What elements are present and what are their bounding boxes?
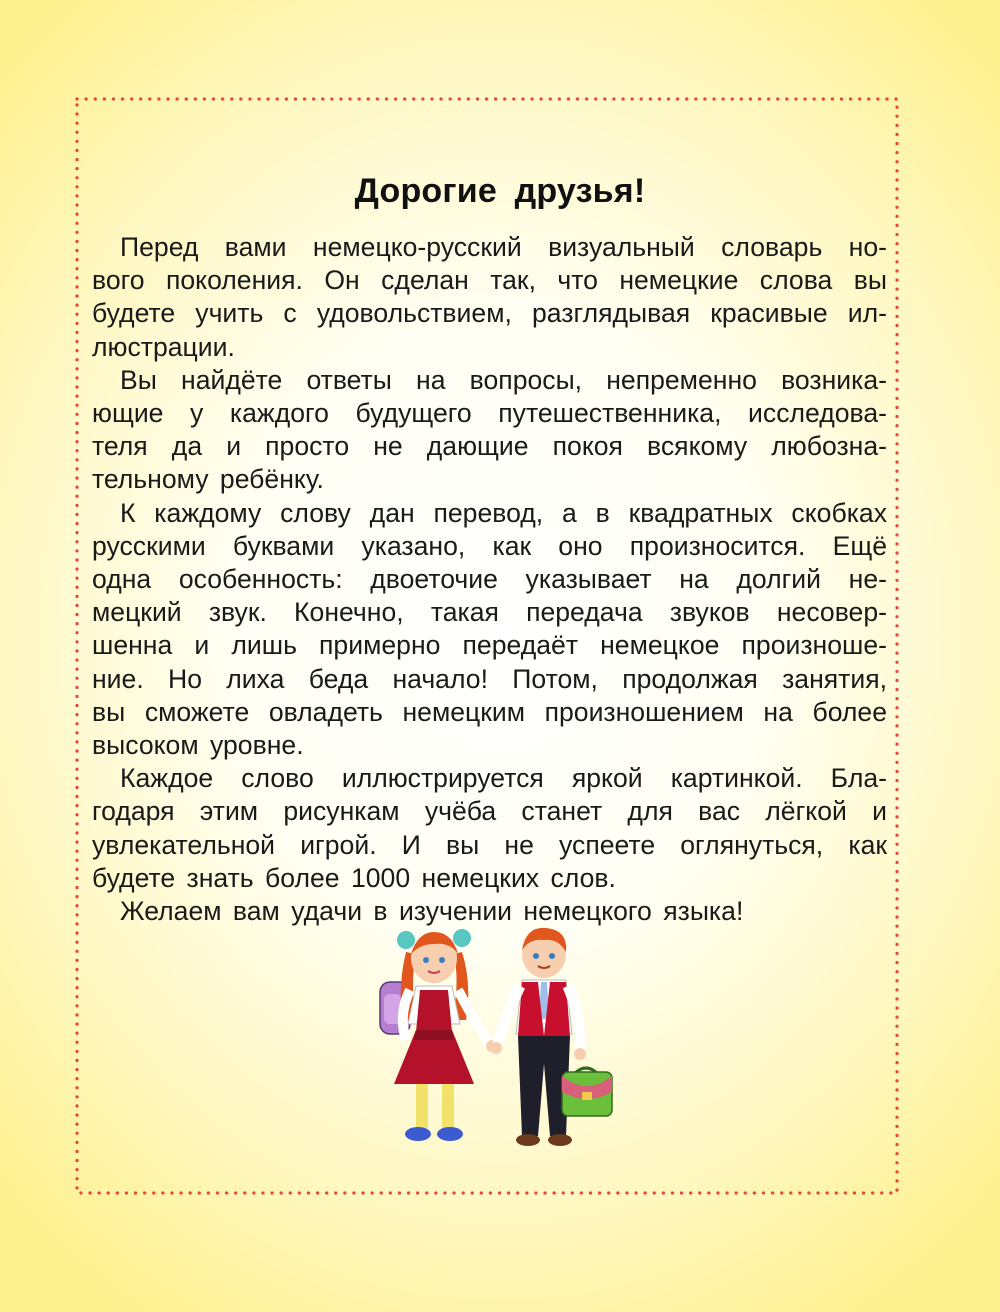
- body-text: [92, 231, 887, 928]
- text-line: теля да и просто не дающие покоя всякому любозна-: [92, 431, 887, 462]
- text-line: увлекательной игрой. И вы не успеете оглянуться, как: [92, 829, 887, 860]
- text-line: годаря этим рисункам учёба станет для вас лёгкой и: [92, 796, 887, 827]
- text-line: шенна и лишь примерно передаёт немецкое произноше-: [92, 630, 887, 661]
- text-line: К каждому слову дан перевод, а в квадратных скобках: [120, 497, 887, 528]
- schoolchildren-illustration: [376, 924, 626, 1164]
- text-line: русскими буквами указано, как оно произносится. Ещё: [92, 530, 887, 561]
- girl-figure: [394, 929, 498, 1141]
- text-line: тельному ребёнку.: [92, 464, 324, 495]
- text-line: Перед вами немецко-русский визуальный словарь но-: [120, 232, 887, 262]
- text-line: Каждое слово иллюстрируется яркой картинкой. Бла-: [120, 763, 887, 794]
- page-title: Дорогие друзья!: [354, 172, 646, 210]
- text-line: Вы найдёте ответы на вопросы, непременно возника-: [120, 364, 887, 395]
- satchel-icon: [562, 1068, 612, 1116]
- text-line: вого поколения. Он сделан так, что немецкие слова вы: [92, 265, 887, 296]
- text-line: вы сможете овладеть немецким произношением на более: [92, 696, 887, 727]
- text-line: мецкий звук. Конечно, такая передача звуков несовер-: [92, 597, 887, 628]
- text-line: будете знать более 1000 немецких слов.: [92, 862, 616, 893]
- text-line: ние. Но лиха беда начало! Потом, продолжая занятия,: [92, 663, 887, 694]
- text-line: будете учить с удовольствием, разглядывая красивые ил-: [92, 298, 887, 329]
- text-line: Желаем вам удачи в изучении немецкого языка!: [120, 896, 744, 927]
- text-line: ющие у каждого будущего путешественника, исследова-: [92, 398, 887, 429]
- text-line: высоком уровне.: [92, 730, 304, 761]
- text-line: люстрации.: [92, 331, 235, 362]
- text-line: одна особенность: двоеточие указывает на долгий не-: [92, 564, 887, 595]
